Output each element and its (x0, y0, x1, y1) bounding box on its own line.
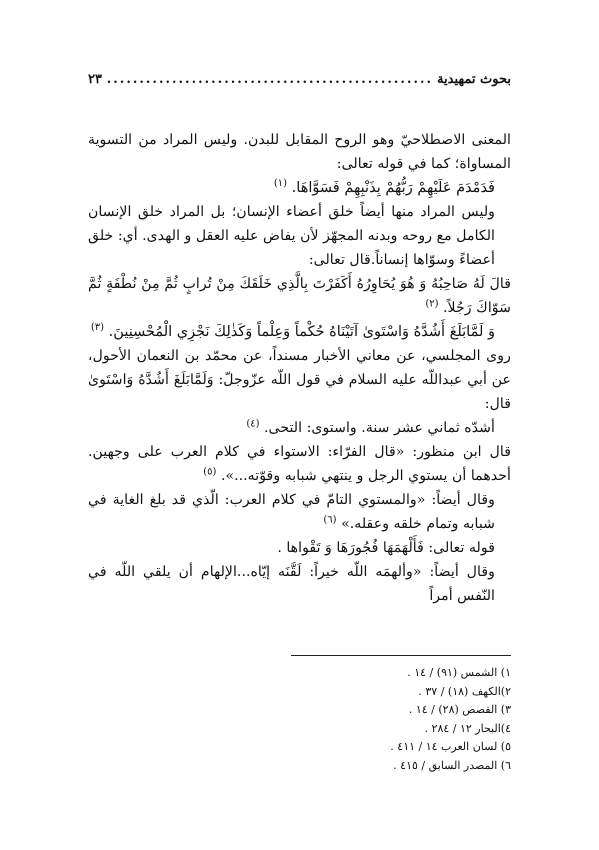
footnote-ref: (٤) (246, 418, 260, 430)
quran-verse (88, 176, 511, 200)
footnote-divider (291, 655, 511, 656)
footnotes-list (88, 664, 511, 775)
footnote-item: ٦) المصدر السابق / ٤١٥ . (393, 758, 511, 772)
footnote-item: ٤)البحار ١٢ / ٢٨٤ . (424, 721, 511, 735)
paragraph-text: وليس المراد منها أيضاً خلق أعضاء الإنسان؛ بل المراد خلق الإنسان الكامل مع روحه وبدنه المجهّز لأن يفاض عليه العقل و الهدى. أي: خلق أعضاءً وسوّاها إنساناً.قال تعالى: (88, 204, 495, 268)
paragraph (88, 416, 511, 440)
footnote-item: ٥) لسان العرب ١٤ / ٤١١ . (390, 740, 511, 753)
footnote-ref: (٦) (323, 514, 337, 526)
paragraph (88, 200, 511, 272)
footnote-ref: (١) (273, 178, 288, 190)
footnote-ref: (٢) (425, 298, 439, 310)
paragraph-text: قوله تعالى: فَأَلْهَمَهَا فُجُورَهَا وَ تَقْواها . (277, 540, 495, 556)
paragraph-text: قال ابن منظور: «قال الفرّاء: الاستواء في كلام العرب على وجهين. أحدهما أن يستوي الرجل و ينتهي شبابه وقوّته...». (88, 444, 511, 484)
footnote-ref: (٣) (90, 322, 105, 334)
verse-text: فَدَمْدَمَ عَلَيْهِمْ رَبُّهُمْ بِذَنْبِهِمْ فَسَوَّاهَا. (291, 180, 495, 196)
footnote-item: ١) الشمس (٩١) / ١٤ . (407, 666, 511, 679)
paragraph-text: وقال أيضاً: «وألهمَه اللّه خيراً: لَقَّنَه إيّاه...الإلهام أن يلقي اللّه في النّفس أمراً (88, 564, 495, 604)
paragraph (88, 488, 511, 536)
footnote-ref: (٥) (203, 466, 217, 478)
verse-text: وَ لَمَّابَلَغَ أَشُدَّهُ وَاسْتَوىٰ آتَيْنَاهُ حُكْماً وَعِلْماً وَكَذٰلِكَ نَجْزِي الْمُحْسِنِينَ. (108, 324, 495, 340)
paragraph-text: روى المجلسي، عن معاني الأخبار مسنداً، عن محمّد بن النعمان الأحول، عن أبي عبداللّه عليه السلام في قول اللّه عزّوجلّ: وَلَمَّابَلَغَ أَشُدَّهُ وَاسْتَوىٰ قال: (88, 348, 511, 412)
paragraph (88, 440, 511, 488)
paragraph-text: وقال أيضاً: «والمستوي التامّ في كلام العرب: الّذي قد بلغ الغاية في شبابه وتمام خلقه وعقله.» (88, 492, 495, 532)
footnote-item: ٢)الكهف (١٨) / ٣٧ . (418, 684, 511, 698)
paragraph (88, 560, 511, 608)
paragraph (88, 128, 511, 176)
chapter-title: بحوث تمهيدية (437, 72, 511, 87)
paragraph-text: أشدّه ثماني عشر سنة. واستوى: التحى. (264, 420, 495, 436)
quran-verse (88, 320, 511, 344)
page-number: ٢٣ (88, 72, 102, 87)
quran-verse (88, 272, 511, 320)
main-text (88, 128, 511, 608)
footnote-item: ٣) القصص (٢٨) / ١٤ . (408, 703, 511, 716)
leader-dots (106, 72, 433, 87)
paragraph (88, 536, 511, 560)
paragraph-text: المعنى الاصطلاحيّ وهو الروح المقابل للبدن. وليس المراد من التسوية المساواة؛ كما في قوله تعالى: (88, 132, 511, 172)
verse-text: قالَ لَهُ صَاحِبُهُ وَ هُوَ يُحَاوِرُهُ أَكَفَرْتَ بِالَّذِي خَلَقَكَ مِنْ تُرابٍ ثُمَّ مِنْ نُطْفَةٍ ثُمَّ سَوّاكَ رَجُلاً. (88, 276, 511, 316)
paragraph (88, 344, 511, 416)
running-header (88, 72, 511, 87)
